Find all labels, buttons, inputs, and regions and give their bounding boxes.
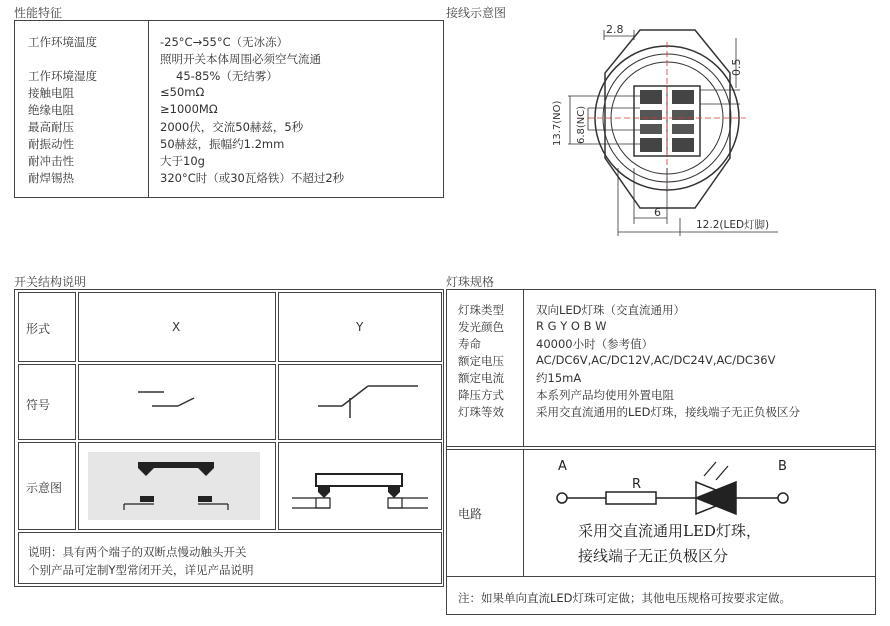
wiring-diagram [540,18,800,238]
terminal-5 [640,124,662,134]
performance-row-label: 工作环境温度 [28,35,97,49]
row-diagram-label: 示意图 [26,481,63,495]
dim-nc-label: 6.8(NC) [576,105,587,144]
led-row-label: 灯珠类型 [458,303,504,317]
led-row-value: 本系列产品均使用外置电阻 [536,388,674,402]
circuit-text-line1: 采用交直流通用LED灯珠， [578,522,761,540]
performance-row-label: 耐冲击性 [28,154,74,168]
node-a-icon [557,493,567,503]
performance-bottom-rule [14,197,444,198]
led-col-divider [523,289,524,447]
circuit-diagram [540,456,820,516]
symbol-x-icon [130,384,210,424]
dim-bottom-label: 6 [654,206,661,219]
dim-no-label: 13.7(NO) [552,100,563,146]
led-row-label: 寿命 [458,337,481,351]
performance-row-label: 工作环境湿度 [28,69,97,83]
diagram-x-illustration [88,452,260,520]
performance-row-value: 大于10g [160,154,205,168]
node-a-label: A [558,459,567,474]
performance-row-label: 耐振动性 [28,137,74,151]
performance-row-value: 2000伏，交流50赫兹，5秒 [160,120,304,134]
led-circuit-bottom-rule [446,576,876,577]
node-b-icon [778,493,788,503]
led-row-value: 约15mA [536,371,582,385]
performance-title: 性能特征 [14,6,63,20]
terminal-2 [672,90,694,104]
terminal-1 [640,90,662,104]
led-note: 注：如果单向直流LED灯珠可定做；其他电压规格可按要求定做。 [458,591,792,605]
performance-row-label: 接触电阻 [28,86,74,100]
performance-left-rule [14,20,15,198]
led-row-label: 发光颜色 [458,320,504,334]
performance-row-value: 45-85%（无结雾） [176,69,278,83]
led-row-value: 采用交直流通用的LED灯珠，接线端子无正负极区分 [536,405,801,419]
led-top-rule [446,289,876,290]
row-form-label: 形式 [26,322,51,336]
performance-right-rule [443,20,444,198]
led-row-value: 双向LED灯珠（交直流通用） [536,303,686,317]
led-row-value: AC/DC6V,AC/DC12V,AC/DC24V,AC/DC36V [536,353,776,367]
symbol-y-icon [318,376,428,432]
switch-title: 开关结构说明 [14,275,87,289]
terminal-7 [640,138,662,152]
switch-note-line2: 个别产品可定制Y型常闭开关，详见产品说明 [28,563,254,577]
diagram-y-illustration [288,452,436,522]
performance-row-value: 320°C时（或30瓦烙铁）不超过2秒 [160,171,345,185]
terminal-3 [640,110,662,120]
led-left-rule [446,289,447,615]
led-row-value: 40000小时（参考值） [536,337,654,351]
terminal-8 [672,138,694,152]
circuit-label: 电路 [458,507,483,521]
led-title: 灯珠规格 [446,275,495,289]
led-row-value: R G Y O B W [536,319,607,333]
performance-row-label: 耐焊锡热 [28,171,74,185]
led-row-label: 降压方式 [458,388,504,402]
switch-note-line1: 说明：具有两个端子的双断点慢动触头开关 [28,545,247,559]
row-symbol-label: 符号 [26,398,51,412]
switch-bottom-rule [14,586,444,587]
led-circuit-top-rule [446,449,876,450]
performance-row-value: 50赫兹，振幅约1.2mm [160,137,285,151]
switch-left-rule [14,289,15,587]
node-r-label: R [632,477,642,492]
led-bottom-rule [446,614,876,615]
circuit-text-line2: 接线端子无正负极区分 [578,547,729,565]
led-light-arrow-2 [716,466,728,480]
performance-row-value: ≥1000MΩ [160,102,218,116]
led-light-arrow-1 [704,462,716,476]
performance-row-label: 最高耐压 [28,120,74,134]
performance-col-divider [148,20,149,198]
wiring-title: 接线示意图 [446,6,507,20]
switch-right-rule [443,289,444,587]
performance-row-label: 绝缘电阻 [28,103,74,117]
col-y-label: Y [356,320,364,334]
led-spec-bottom-rule [446,446,876,447]
led-row-label: 灯珠等效 [458,405,504,419]
terminal-6 [672,124,694,134]
dim-led-label: 12.2(LED灯脚) [696,219,770,231]
terminal-4 [672,110,694,120]
performance-row-value: ≤50mΩ [160,85,205,99]
led-row-label: 额定电流 [458,371,504,385]
performance-row-value: 照明开关本体周围必须空气流通 [160,52,321,66]
performance-row-value: -25°C→55°C（无冰冻） [160,35,289,49]
resistor-icon [606,492,656,504]
dim-top-label: 2.8 [606,23,624,36]
performance-top-rule [14,20,444,21]
led-circuit-divider [523,449,524,577]
col-x-label: X [172,320,181,334]
led-right-rule [875,289,876,615]
led-row-label: 额定电压 [458,354,504,368]
dim-right-label: 0.5 [730,58,743,76]
switch-top-rule [14,289,444,290]
node-b-label: B [778,459,787,474]
